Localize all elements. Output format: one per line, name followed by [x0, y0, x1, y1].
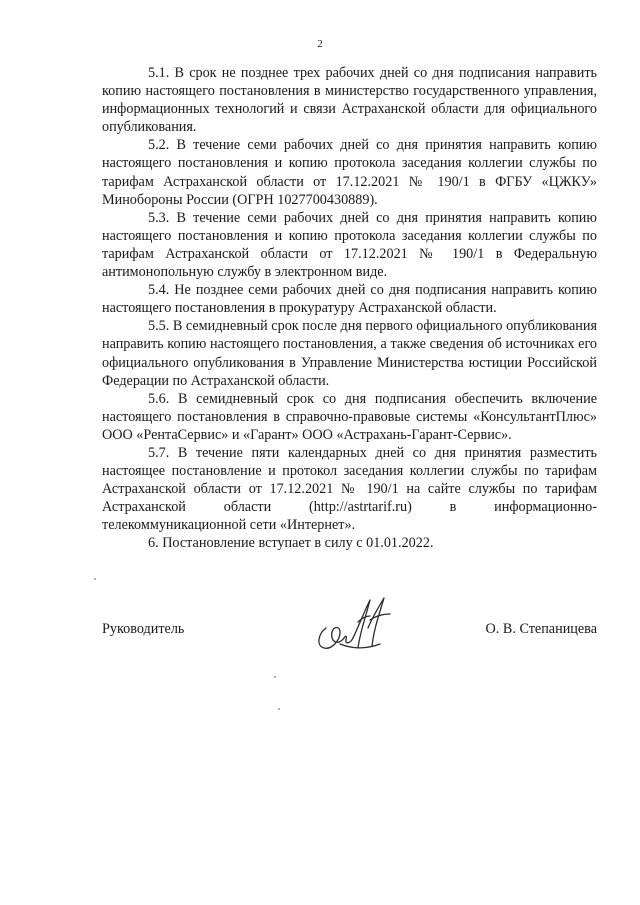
scan-speck — [278, 708, 280, 710]
paragraph-5-4: 5.4. Не позднее семи рабочих дней со дня подписания направить копию настоящего постановления в прокуратуру Астраханской области. — [102, 282, 597, 317]
paragraph-5-3: 5.3. В течение семи рабочих дней со дня принятия направить копию настоящего постановления и копию протокола заседания коллегии службы по тарифам Астраханской области от 17.12.2021 № 190/1 в Федеральную антимонопольную службу в электронном виде. — [102, 209, 597, 281]
paragraph-6: 6. Постановление вступает в силу с 01.01.2022. — [148, 535, 434, 552]
handwritten-signature — [310, 592, 396, 654]
paragraph-5-2: 5.2. В течение семи рабочих дней со дня принятия направить копию настоящего постановления и копию протокола заседания коллегии службы по тарифам Астраханской области от 17.12.2021 № 190/1 в ФГБУ «ЦЖКУ» Минобороны России (ОГРН 1027700430889). — [102, 137, 597, 208]
signer-name: О. В. Степаницева — [485, 621, 597, 637]
scan-speck — [274, 676, 276, 678]
signature-block — [102, 592, 597, 662]
paragraph-5-1: 5.1. В срок не позднее трех рабочих дней со дня подписания направить копию настоящего постановления в министерство государственного управления, информационных технологий и связи Астраханской области для официального опубликования. — [102, 65, 597, 136]
paragraph-5-7: 5.7. В течение пяти календарных дней со дня принятия разместить настоящее постановление и протокол заседания коллегии службы по тарифам Астраханской области от 17.12.2021 № 190/1 на сайте службы по тарифам Астраханской области (http://astrtarif.ru) в информационно-телекоммуникационной сети «Интернет». — [102, 444, 597, 534]
scan-speck — [94, 578, 96, 580]
paragraph-5-6: 5.6. В семидневный срок со дня подписания обеспечить включение настоящего постановления в справочно-правовые системы «КонсультантПлюс» ООО «РентаСервис» и «Гарант» ООО «Астрахань-Гарант-Сервис». — [102, 390, 597, 443]
document-body — [102, 64, 597, 553]
paragraph-5-5: 5.5. В семидневный срок после дня первого официального опубликования направить копию настоящего постановления, а также сведения об источниках его официального опубликования в Управление Министерства юстиции Российской Федерации по Астраханской области. — [102, 318, 597, 389]
page-number: 2 — [317, 38, 323, 50]
signer-title: Руководитель — [102, 621, 185, 637]
